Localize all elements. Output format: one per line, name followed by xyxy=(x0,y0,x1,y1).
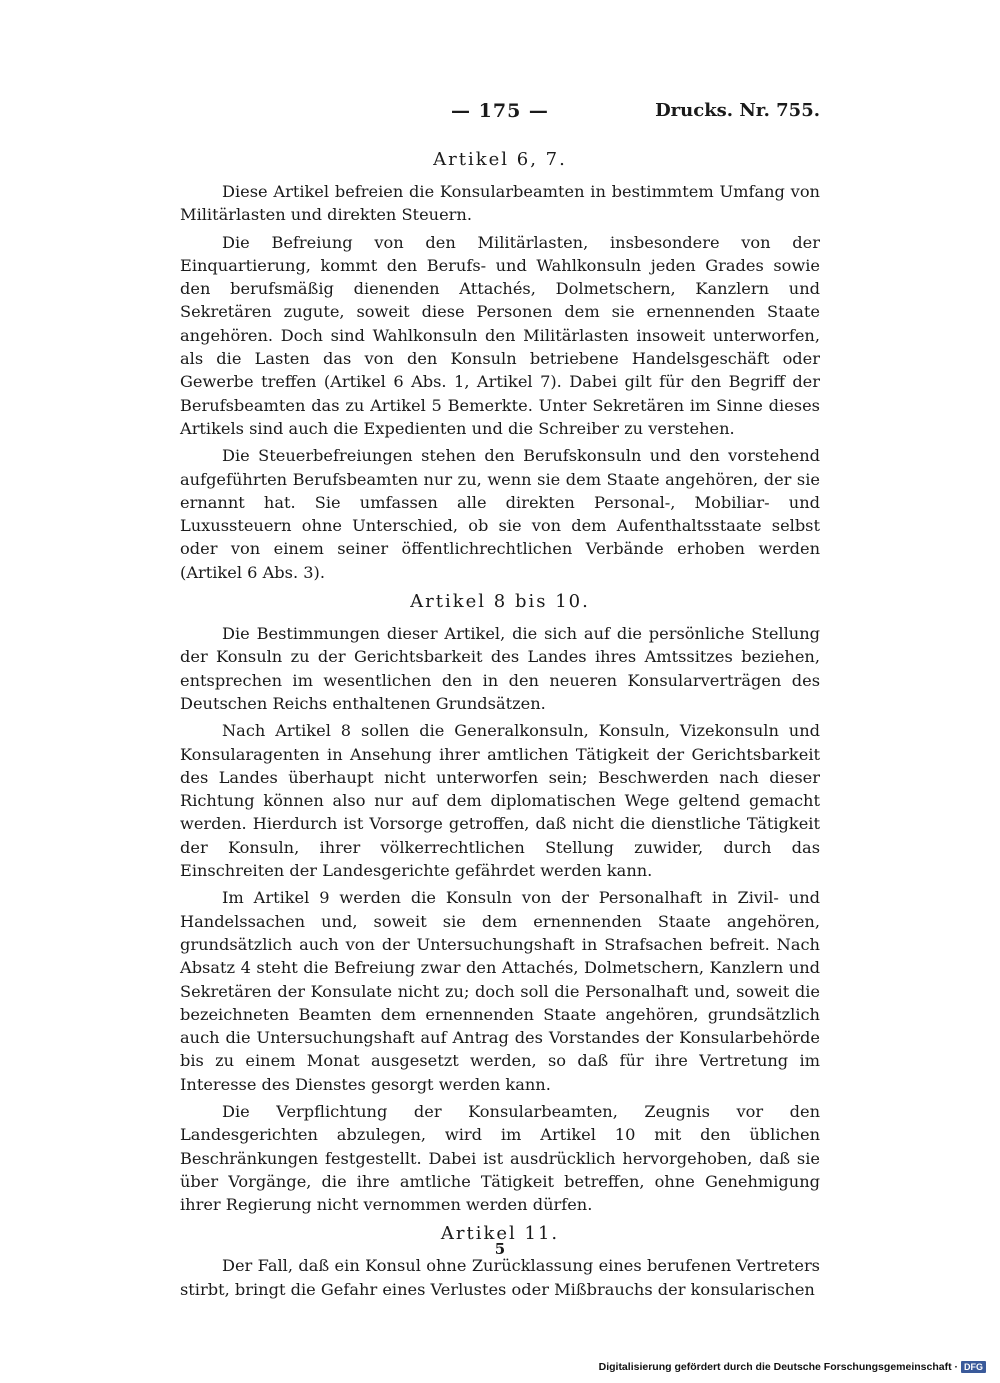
section-heading: Artikel 11. xyxy=(440,1223,560,1245)
paragraph: Die Befreiung von den Militärlasten, insbesondere von der Einquartierung, kommt den Berufs- und Wahlkonsuln jeden Grades sowie den berufsmäßig dienenden Attachés, Dolmetschern, Kanzlern und Sekretären zugute, soweit diese Personen dem sie ernennenden Staate angehören. Doch sind Wahlkonsuln den Militärlasten insoweit unterworfen, als die Lasten das von den Konsuln betriebene Handelsgeschäft oder Gewerbe treffen (Artikel 6 Abs. 1, Artikel 7). Dabei gilt für den Begriff der Berufsbeamten das zu Artikel 5 Bemerkte. Unter Sekretären im Sinne dieses Artikels sind auch die Expedienten und die Schreiber zu verstehen. xyxy=(180,232,820,438)
print-reference: Drucks. Nr. 755. xyxy=(655,100,820,121)
folio-number: 5 xyxy=(494,1240,506,1258)
body-text xyxy=(180,142,820,1305)
digitization-footer xyxy=(599,1361,986,1373)
section-artikel-8-10 xyxy=(180,590,820,1216)
paragraph: Der Fall, daß ein Konsul ohne Zurücklassung eines berufenen Vertreters stirbt, bringt die Gefahr eines Verlustes oder Mißbrauchs der konsularischen xyxy=(180,1256,820,1299)
paragraph: Die Bestimmungen dieser Artikel, die sich auf die persönliche Stellung der Konsuln zu der Gerichtsbarkeit des Landes ihres Amtssitzes beziehen, entsprechen im wesentlichen den in den neueren Konsularverträgen des Deutschen Reichs enthaltenen Grundsätzen. xyxy=(180,624,820,713)
section-heading: Artikel 8 bis 10. xyxy=(410,591,590,613)
paragraph: Diese Artikel befreien die Konsularbeamten in bestimmtem Umfang von Militärlasten und direkten Steuern. xyxy=(180,182,820,225)
section-artikel-6-7 xyxy=(180,148,820,584)
page-number: — 175 — xyxy=(451,100,549,122)
dfg-logo-icon: DFG xyxy=(961,1361,986,1373)
section-artikel-11 xyxy=(180,1222,820,1301)
section-heading: Artikel 6, 7. xyxy=(433,149,567,170)
footer-credit: Digitalisierung gefördert durch die Deutsche Forschungsgemeinschaft · xyxy=(598,1361,958,1373)
paragraph: Im Artikel 9 werden die Konsuln von der Personalhaft in Zivil- und Handelssachen und, soweit sie dem ernennenden Staate angehören, grundsätzlich auch von der Untersuchungshaft in Strafsachen befreit. Nach Absatz 4 steht die Befreiung zwar den Attachés, Dolmetschern, Kanzlern und Sekretären der Konsulate nicht zu; doch soll die Personalhaft und, soweit die bezeichneten Beamten dem ernennenden Staate angehören, grundsätzlich auch die Untersuchungshaft auf Antrag des Vorstandes der Konsularbehörde bis zu einem Monat ausgesetzt werden, so daß für ihre Vertretung im Interesse des Dienstes gesorgt werden kann. xyxy=(180,888,820,1094)
paragraph: Die Steuerbefreiungen stehen den Berufskonsuln und den vorstehend aufgeführten Berufsbeamten nur zu, wenn sie dem Staate angehören, der sie ernannt hat. Sie umfassen alle direkten Personal-, Mobiliar- und Luxussteuern ohne Unterschied, ob sie von dem Aufenthaltsstaate selbst oder von einem seiner öffentlichrechtlichen Verbände erhoben werden (Artikel 6 Abs. 3). xyxy=(180,446,820,582)
page-header xyxy=(180,100,820,130)
paragraph: Die Verpflichtung der Konsularbeamten, Zeugnis vor den Landesgerichten abzulegen, wird im Artikel 10 mit den üblichen Beschränkungen festgestellt. Dabei ist ausdrücklich hervorgehoben, daß sie über Vorgänge, die ihre amtliche Tätigkeit betreffen, ohne Genehmigung ihrer Regierung nicht vernommen werden dürfen. xyxy=(180,1101,820,1215)
paragraph: Nach Artikel 8 sollen die Generalkonsuln, Konsuln, Vizekonsuln und Konsularagenten in Ansehung ihrer amtlichen Tätigkeit der Gerichtsbarkeit des Landes überhaupt nicht unterworfen sein; Beschwerden nach dieser Richtung können also nur auf dem diplomatischen Wege geltend gemacht werden. Hierdurch ist Vorsorge getroffen, daß nicht die dienstliche Tätigkeit der Konsuln, ihrer völkerrechtlichen Stellung zuwider, durch das Einschreiten der Landesgerichte gefährdet werden kann. xyxy=(180,721,820,881)
